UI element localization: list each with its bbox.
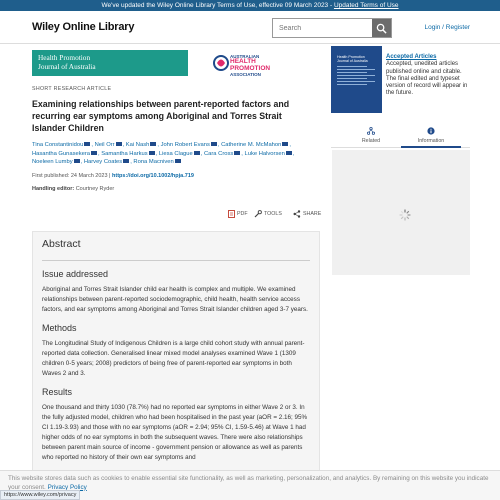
wiley-logo[interactable]: Wiley Online Library	[32, 21, 135, 33]
author-link[interactable]: Tina Constantinidou	[32, 142, 84, 148]
association-name	[230, 54, 270, 77]
info-icon	[427, 127, 435, 135]
cookie-text	[8, 475, 493, 492]
assoc-line2: ASSOCIATION	[230, 72, 261, 77]
wrench-icon	[254, 210, 262, 218]
journal-banner[interactable]	[32, 50, 188, 76]
journal-name-line1: Health Promotion	[38, 53, 91, 62]
author-link[interactable]: Noeleen Lumby	[32, 159, 73, 165]
email-icon[interactable]	[234, 151, 240, 155]
assoc-line1: AUSTRALIAN	[230, 54, 260, 59]
article-title: Examining relationships between parent-reported factors and recurring ear symptoms among Aboriginal and Torres Strait Islander Children	[32, 99, 290, 133]
author-link[interactable]: Harvey Coates	[83, 159, 123, 165]
terms-update-banner	[0, 0, 500, 11]
assoc-big1: HEALTH	[230, 58, 256, 65]
author-link[interactable]: Samantha Harkus	[101, 150, 148, 157]
author-link[interactable]: Rona Macniven	[133, 159, 174, 165]
search-input[interactable]	[273, 19, 372, 37]
terms-update-text: We've updated the Wiley Online Library Terms of Use, effective 09 March 2023 -	[101, 2, 334, 9]
email-icon[interactable]	[286, 151, 292, 155]
handling-editor	[32, 186, 114, 192]
tools-label: TOOLS	[264, 211, 282, 217]
author-link[interactable]: Cara Cross	[203, 150, 234, 157]
terms-update-link[interactable]: Updated Terms of Use	[333, 2, 399, 9]
editor-name: Courtney Ryder	[75, 186, 115, 192]
accepted-articles-link[interactable]: Accepted Articles	[386, 54, 437, 60]
site-header	[0, 11, 500, 44]
methods-heading: Methods	[42, 323, 77, 333]
search-icon	[376, 23, 387, 34]
pdf-button[interactable]	[228, 210, 248, 218]
tools-button[interactable]	[254, 210, 282, 218]
cover-decoration	[337, 66, 375, 87]
assoc-big2: PROMOTION	[230, 64, 271, 72]
tab-information-label: Information	[417, 138, 445, 144]
author-link[interactable]: Catherine M. McMahon	[221, 142, 282, 148]
email-icon[interactable]	[123, 159, 129, 163]
status-bar-url: https://www.wiley.com/privacy	[0, 490, 80, 500]
publication-info	[32, 173, 194, 179]
search-button[interactable]	[372, 19, 391, 37]
email-icon[interactable]	[175, 159, 181, 163]
author-link[interactable]: John Robert Evans	[160, 142, 210, 148]
login-register-link[interactable]: Login / Register	[424, 24, 470, 31]
editor-label: Handling editor:	[32, 186, 76, 192]
doi-link[interactable]: https://doi.org/10.1002/hpja.719	[112, 173, 194, 179]
privacy-policy-link[interactable]: Privacy Policy	[47, 483, 87, 491]
issue-heading: Issue addressed	[42, 269, 109, 279]
author-link[interactable]: Luke Halvorsen	[244, 150, 285, 157]
cover-title: Health Promotion Journal of Australia	[337, 55, 368, 63]
cookie-message: This website stores data such as cookies to enable essential site functionality, as well as marketing, personalization, and analytics. By remaining on this website you indicate your consent.	[8, 475, 489, 491]
author-link[interactable]: Neil Orr	[94, 142, 115, 148]
author-link[interactable]: Liesa Clague	[158, 150, 193, 157]
abstract-divider	[42, 260, 310, 261]
accepted-articles-text: Accepted, unedited articles published online and citable. The final edited and typeset version of record will appear in the future.	[386, 61, 468, 97]
author-link[interactable]: Kai Nash	[125, 142, 150, 148]
article-type: SHORT RESEARCH ARTICLE	[32, 86, 112, 92]
journal-name-line2: Journal of Australia	[38, 62, 96, 71]
email-icon[interactable]	[84, 142, 90, 146]
email-icon[interactable]	[116, 142, 122, 146]
loading-spinner-icon	[399, 209, 411, 221]
tab-related[interactable]	[341, 127, 401, 144]
share-label: SHARE	[303, 211, 322, 217]
pubinfo-separator: |	[107, 173, 113, 179]
pdf-label: PDF	[237, 211, 248, 217]
related-icon	[367, 127, 375, 135]
accepted-articles-box	[386, 54, 471, 98]
first-published-label: First published:	[32, 173, 71, 179]
results-text: One thousand and thirty 1030 (78.7%) had no reported ear symptoms in either Wave 2 or 3. In the fully adjusted model, children who had been hospitalised in the past year (aOR = 2.16; 95% CI 1.19-3.93) and those with no ear symptoms (aOR = 2.94; 95% CI, 1.59-5.46) at Wave 1 had higher odds of no ear symptoms in both the subsequent waves. There were also relationships between parent main source of income - government pension or allowance as well as parents who reported no history of their own ear symptoms and	[42, 404, 308, 461]
tab-related-label: Related	[361, 138, 381, 144]
tab-information[interactable]	[401, 127, 461, 144]
email-icon[interactable]	[74, 159, 80, 163]
first-published-date: 24 March 2023	[70, 173, 108, 179]
sidebar-tabs	[331, 124, 470, 148]
methods-text: The Longitudinal Study of Indigenous Children is a large child cohort study with annual parent-reported data collection. Generalised linear mixed model analyses examined Wave 1 (1309 children 0-5 years; 2008) predictors of being free of parent-reported ear symptoms in both Waves 2 and 3.	[42, 340, 305, 377]
email-icon[interactable]	[282, 142, 288, 146]
pdf-icon	[228, 210, 235, 218]
issue-text: Aboriginal and Torres Strait Islander child ear health is complex and multiple. We examined relationships between parent-reported sociodemographic, child health, health service access factors, and ear symptoms among Aboriginal and Torres Strait Islander children aged 3-7 years.	[42, 286, 308, 313]
journal-cover-thumbnail[interactable]	[331, 46, 382, 113]
abstract-section	[32, 231, 320, 471]
email-icon[interactable]	[91, 151, 97, 155]
author-link[interactable]: Hasantha Gunasekera	[32, 150, 91, 157]
share-icon	[293, 210, 301, 218]
author-list: Tina Constantinidou , Neil Orr , Kai Nash , John Robert Evans , Catherine M. McMahon , Hasantha Gunasekera , Samantha Harkus , Liesa Clague , Cara Cross , Luke Halvorsen , Noeleen Lumby , Harvey Coates , Rona Macniven	[32, 142, 295, 165]
email-icon[interactable]	[150, 142, 156, 146]
email-icon[interactable]	[211, 142, 217, 146]
active-tab-indicator	[401, 146, 461, 148]
abstract-heading: Abstract	[42, 238, 81, 250]
email-icon[interactable]	[149, 151, 155, 155]
share-button[interactable]	[293, 210, 321, 218]
results-heading: Results	[42, 387, 73, 397]
email-icon[interactable]	[194, 151, 200, 155]
search-box	[272, 18, 392, 38]
